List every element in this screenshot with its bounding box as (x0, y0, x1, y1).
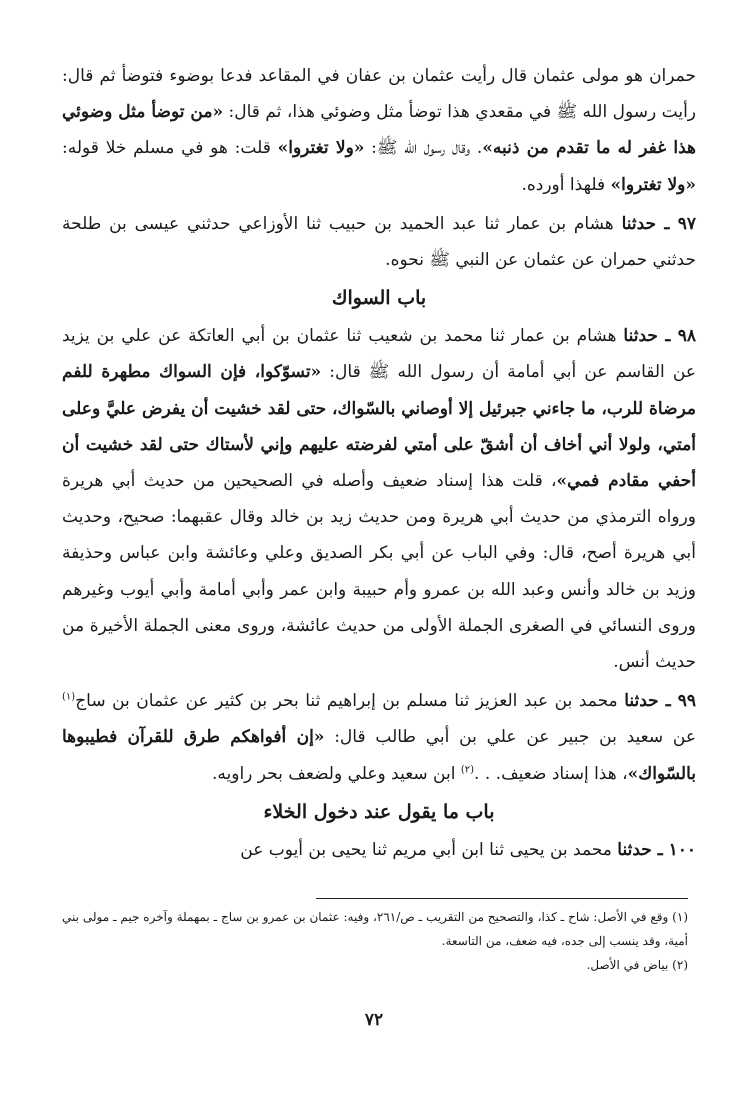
text-run: هشام بن عمار ثنا عبد الحميد بن حبيب ثنا الأوزاعي حدثني عيسى بن طلحة حدثني حمران عن عثمان عن النبي ﷺ نحوه. (62, 213, 696, 271)
hadith-quote: «إن أفواهكم طرق للقرآن فطيبوها بالسّواك» (62, 727, 696, 784)
text-run: ، هذا إسناد ضعيف. . . (474, 763, 628, 784)
text-run: ابن سعيد وعلي ولضعف بحر راويه. (211, 763, 461, 784)
hadith-number: ٩٩ ـ حدثنا (624, 691, 696, 712)
text-run: هشام بن عمار ثنا محمد بن شعيب ثنا عثمان بن أبي العاتكة عن علي بن يزيد عن القاسم عن أبي أمامة أن رسول الله ﷺ قال: (62, 326, 696, 383)
hadith-number: ٩٧ ـ حدثنا (621, 213, 696, 234)
paragraph-hadith-99 (62, 683, 696, 792)
text-run: ، قلت هذا إسناد ضعيف وأصله في الصحيحين من حديث أبي هريرة ورواه الترمذي من حديث أبي هريرة ومن حديث زيد بن خالد وقال عقبهما: صحيح، وحديث أبي هريرة أصح، قال: وفي الباب عن أبي بكر الصديق وعلي وعائشة وابن عباس وحذيفة وزيد بن خالد وأنس وعبد الله بن عمرو وأم حبيبة وابن عمر وأبي أمامة وأبي أيوب وغيرهم وروى النسائي في الصغرى الجملة الأولى من حديث عائشة، وروى معنى الجملة الأخيرة من حديث أنس. (62, 471, 696, 673)
hadith-quote: «ولا تغتروا» (277, 138, 365, 159)
text-run: محمد بن يحيى ثنا ابن أبي مريم ثنا يحيى بن أيوب عن (240, 839, 618, 860)
main-text (62, 58, 696, 868)
footnotes (62, 905, 688, 977)
hadith-quote: «تسوّكوا، فإن السواك مطهرة للفم مرضاة للرب، ما جاءني جبرئيل إلا أوصاني بالسّواك، حتى لقد خشيت أن يفرض عليَّ وعلى أمتي، ولولا أني أخاف أن أشقّ على أمتي لفرضته عليهم وإني لأستاك حتى لقد خشيت أن أحفي مقادم فمي» (62, 362, 696, 492)
section-heading-khala: باب ما يقول عند دخول الخلاء (263, 800, 495, 823)
hadith-number: ٩٨ ـ حدثنا (623, 326, 697, 347)
footnote-2: (٢) بياض في الأصل. (586, 958, 688, 972)
footnote-ref-1[interactable]: (١) (62, 691, 76, 703)
text-run: فلهذا أورده. (521, 174, 611, 195)
section-heading-siwak: باب السواك (331, 287, 427, 310)
text-run: حمران هو مولى عثمان قال رأيت عثمان بن عفان في المقاعد فدعا بوضوء فتوضأ ثم قال: رأيت رسول الله ﷺ في مقعدي هذا توضأ مثل وضوئي هذا، ثم قال: (62, 66, 697, 123)
footnote-divider (316, 898, 688, 899)
text-run: محمد بن عبد العزيز ثنا مسلم بن إبراهيم ثنا بحر بن كثير عن عثمان بن ساج (75, 691, 625, 712)
text-run: عن سعيد بن جبير عن علي بن أبي طالب قال: (324, 727, 696, 748)
footnote-ref-2[interactable]: (٢) (460, 764, 475, 775)
paragraph-hadith-97 (62, 206, 696, 278)
paragraph-hadith-98 (62, 318, 696, 680)
hadith-quote: «من توضأ مثل وضوئي هذا غفر له ما تقدم من ذنبه» (62, 102, 696, 159)
hadith-quote: «ولا تغتروا» (610, 174, 696, 195)
text-run: قلت: هو في مسلم خلا قوله: (62, 138, 278, 159)
hadith-number: ١٠٠ ـ حدثنا (617, 839, 696, 860)
text-run: . وقال رسول الله ﷺ: (364, 138, 483, 159)
paragraph-hadith-96-continuation (62, 58, 696, 203)
footnote-1: (١) وقع في الأصل: شاح ـ كذا، والتصحيح من التقريب ـ ص/٢٦١، وفيه: عثمان بن عمرو بن ساج ـ بمهملة وآخره جيم ـ مولى بني أمية، وقد ينسب إلى جده، فيه ضعف، من التاسعة. (62, 910, 689, 948)
page-number: ٧٢ (364, 1010, 384, 1030)
paragraph-hadith-100 (62, 832, 696, 868)
